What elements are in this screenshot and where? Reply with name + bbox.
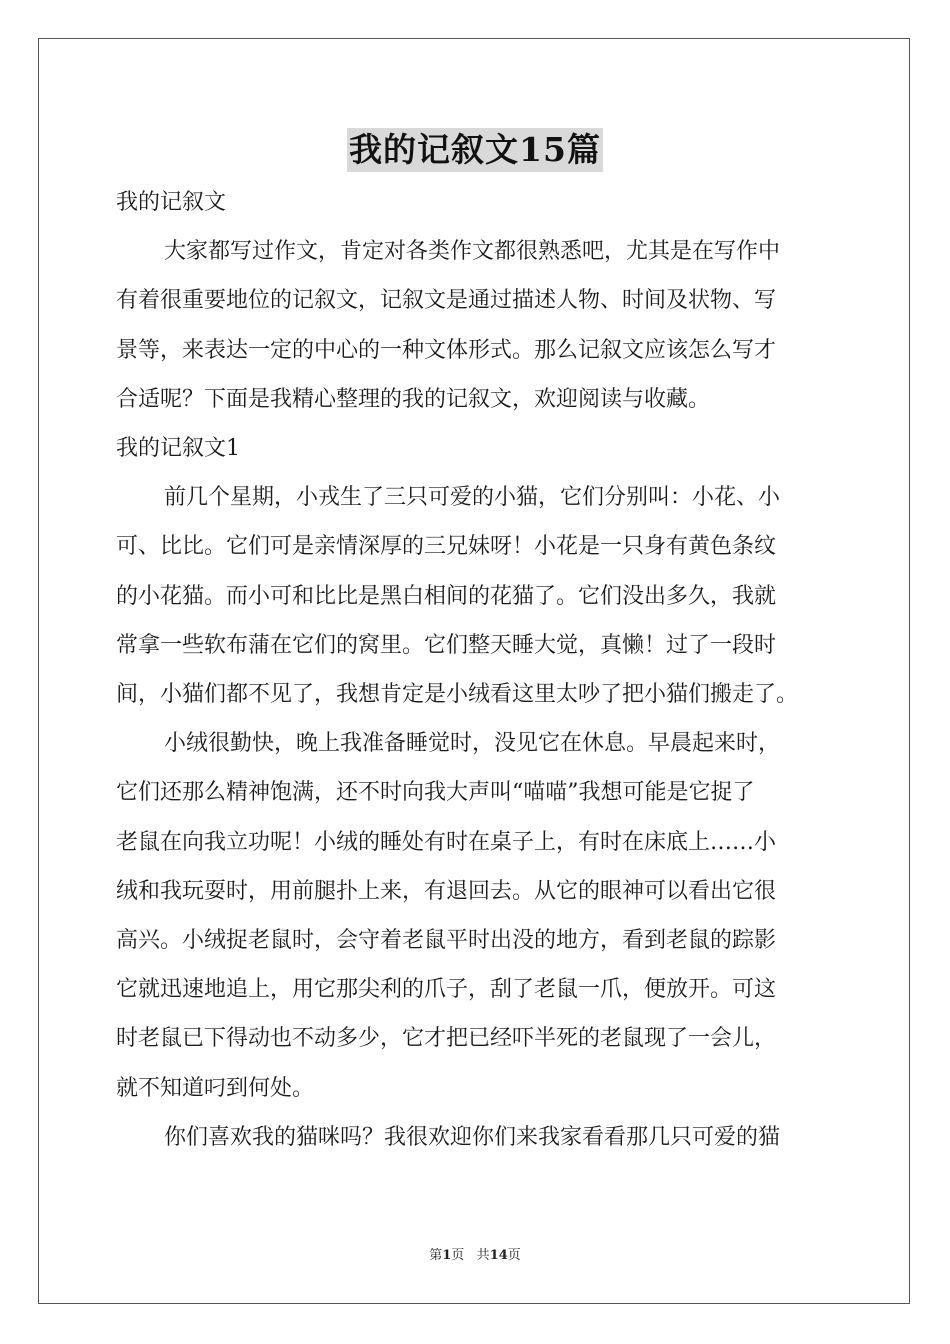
paragraph-line: 它就迅速地追上，用它那尖利的爪子，刮了老鼠一爪，便放开。可这 <box>116 977 777 1003</box>
total-pages-number: 14 <box>489 1248 508 1263</box>
section-heading-1: 我的记叙文1 <box>116 436 240 462</box>
paragraph-line: 小绒很勤快，晚上我准备睡觉时，没见它在休息。早晨起来时， <box>164 731 781 757</box>
paragraph-line: 高兴。小绒捉老鼠时，会守着老鼠平时出没的地方，看到老鼠的踪影 <box>116 928 777 954</box>
footer-page-suffix: 页 <box>451 1248 465 1263</box>
paragraph-line: 时老鼠已下得动也不动多少，它才把已经吓半死的老鼠现了一会儿， <box>116 1026 777 1052</box>
footer-total-prefix: 共 <box>476 1248 490 1263</box>
page-footer <box>0 1244 950 1263</box>
paragraph-line: 大家都写过作文，肯定对各类作文都很熟悉吧，尤其是在写作中 <box>164 239 781 265</box>
paragraph-line: 景等，来表达一定的中心的一种文体形式。那么记叙文应该怎么写才 <box>116 337 777 363</box>
intro-heading: 我的记叙文 <box>116 190 227 215</box>
paragraph-line: 绒和我玩耍时，用前腿扑上来，有退回去。从它的眼神可以看出它很 <box>116 878 777 904</box>
paragraph-line: 它们还那么精神饱满，还不时向我大声叫“喵喵”我想可能是它捉了 <box>116 780 755 806</box>
paragraph-line: 的小花猫。而小可和比比是黑白相间的花猫了。它们没出多久，我就 <box>116 583 777 609</box>
paragraph-line: 前几个星期，小戎生了三只可爱的小猫，它们分别叫：小花、小 <box>164 485 781 511</box>
document-body <box>116 178 838 1162</box>
intro-paragraph <box>116 227 838 424</box>
footer-total-suffix: 页 <box>507 1248 521 1263</box>
paragraph-line: 就不知道叼到何处。 <box>116 1075 315 1101</box>
paragraph-line: 可、比比。它们可是亲情深厚的三兄妹呀！小花是一只身有黄色条纹 <box>116 534 777 560</box>
paragraph-line: 有着很重要地位的记叙文，记叙文是通过描述人物、时间及状物、写 <box>116 288 777 314</box>
paragraph-line: 你们喜欢我的猫咪吗？我很欢迎你们来我家看看那几只可爱的猫 <box>164 1124 781 1150</box>
paragraph-1 <box>116 473 838 719</box>
paragraph-line: 间，小猫们都不见了，我想肯定是小绒看这里太吵了把小猫们搬走了。 <box>116 682 799 708</box>
document-title <box>0 128 950 172</box>
paragraph-2 <box>116 719 838 1113</box>
paragraph-line: 老鼠在向我立功呢！小绒的睡处有时在桌子上，有时在床底上……小 <box>116 829 777 855</box>
document-title-text: 我的记叙文15篇 <box>347 128 603 172</box>
paragraph-line: 常拿一些软布蒲在它们的窝里。它们整天睡大觉，真懒！过了一段时 <box>116 632 777 658</box>
paragraph-line: 合适呢？下面是我精心整理的我的记叙文，欢迎阅读与收藏。 <box>116 386 711 412</box>
footer-prefix: 第 <box>429 1248 443 1263</box>
paragraph-3 <box>116 1113 838 1162</box>
current-page-number: 1 <box>442 1248 452 1263</box>
